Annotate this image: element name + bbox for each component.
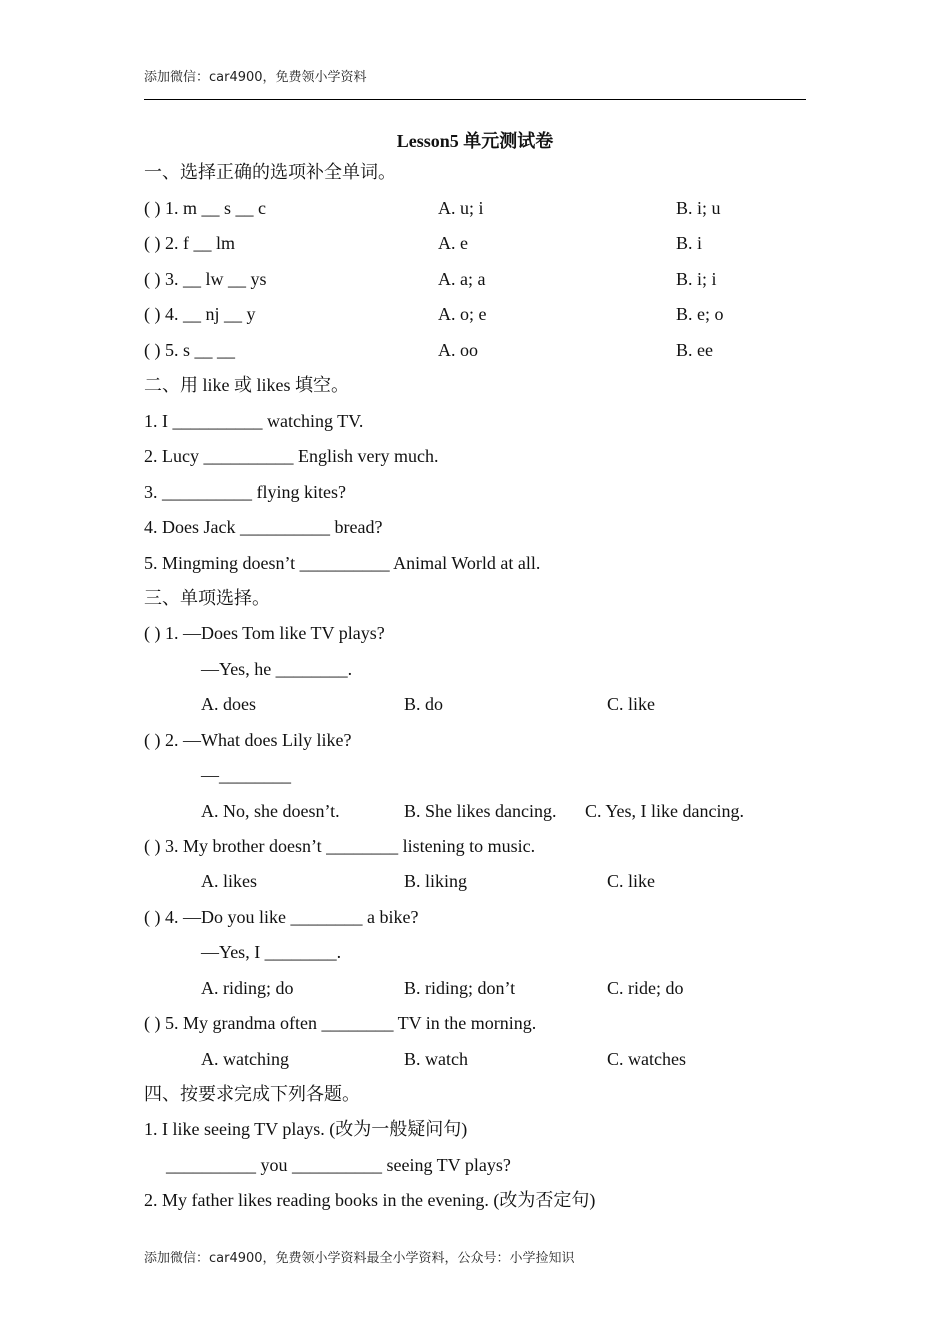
s3-q4: ( ) 4. —Do you like ________ a bike? <box>144 907 419 927</box>
s1-q1-option-b: B. i; u <box>676 198 721 218</box>
s3-q2-answer: —________ <box>201 765 291 785</box>
s3-q2: ( ) 2. —What does Lily like? <box>144 730 352 750</box>
s1-q2-option-a: A. e <box>438 233 468 253</box>
section2-heading: 二、用 like 或 likes 填空。 <box>144 375 349 395</box>
s1-q5-option-b: B. ee <box>676 340 713 360</box>
s3-q4-option-c: C. ride; do <box>607 978 684 998</box>
s2-q3: 3. __________ flying kites? <box>144 482 346 502</box>
s1-q1: ( ) 1. m __ s __ c <box>144 198 266 218</box>
s3-q1: ( ) 1. —Does Tom like TV plays? <box>144 623 385 643</box>
s1-q2-option-b: B. i <box>676 233 703 253</box>
s2-q4: 4. Does Jack __________ bread? <box>144 517 383 537</box>
section4-heading: 四、按要求完成下列各题。 <box>144 1084 360 1104</box>
header-rule <box>144 99 806 100</box>
s1-q5-option-a: A. oo <box>438 340 478 360</box>
section1-heading: 一、选择正确的选项补全单词。 <box>144 162 396 182</box>
s1-q3-option-a: A. a; a <box>438 269 486 289</box>
s3-q2-option-c: C. Yes, I like dancing. <box>585 801 744 821</box>
s1-q4: ( ) 4. __ nj __ y <box>144 304 256 324</box>
s3-q1-option-b: B. do <box>404 694 444 714</box>
s3-q4-answer: —Yes, I ________. <box>201 942 342 962</box>
s2-q1: 1. I __________ watching TV. <box>144 411 364 431</box>
s1-q4-option-a: A. o; e <box>438 304 487 324</box>
page-title: Lesson5 单元测试卷 <box>396 131 554 151</box>
s3-q4-option-a: A. riding; do <box>201 978 294 998</box>
s3-q3: ( ) 3. My brother doesn’t ________ listening to music. <box>144 836 536 856</box>
s3-q5-option-a: A. watching <box>201 1049 289 1069</box>
s4-q2: 2. My father likes reading books in the evening. (改为否定句) <box>144 1190 596 1210</box>
s3-q5-option-b: B. watch <box>404 1049 468 1069</box>
s3-q5-option-c: C. watches <box>607 1049 686 1069</box>
s3-q3-option-a: A. likes <box>201 871 257 891</box>
s2-q2: 2. Lucy __________ English very much. <box>144 446 439 466</box>
s1-q5: ( ) 5. s __ __ <box>144 340 235 360</box>
s1-q1-option-a: A. u; i <box>438 198 484 218</box>
page-header: 添加微信：car4900，免费领小学资料 <box>144 70 367 85</box>
s1-q4-option-b: B. e; o <box>676 304 724 324</box>
s1-q3: ( ) 3. __ lw __ ys <box>144 269 267 289</box>
s4-q1: 1. I like seeing TV plays. (改为一般疑问句) <box>144 1119 468 1139</box>
s3-q2-option-b: B. She likes dancing. <box>404 801 557 821</box>
s3-q1-option-c: C. like <box>607 694 655 714</box>
s3-q2-option-a: A. No, she doesn’t. <box>201 801 340 821</box>
s1-q2: ( ) 2. f __ lm <box>144 233 235 253</box>
s1-q3-option-b: B. i; i <box>676 269 717 289</box>
page-footer: 添加微信：car4900，免费领小学资料最全小学资料，公众号：小学捡知识 <box>144 1251 575 1266</box>
s3-q1-answer: —Yes, he ________. <box>201 659 353 679</box>
s4-q1-blank: __________ you __________ seeing TV plays? <box>166 1155 511 1175</box>
s3-q3-option-c: C. like <box>607 871 655 891</box>
s2-q5: 5. Mingming doesn’t __________ Animal World at all. <box>144 553 541 573</box>
section3-heading: 三、单项选择。 <box>144 588 270 608</box>
s3-q4-option-b: B. riding; don’t <box>404 978 516 998</box>
s3-q5: ( ) 5. My grandma often ________ TV in the morning. <box>144 1013 537 1033</box>
s3-q1-option-a: A. does <box>201 694 256 714</box>
s3-q3-option-b: B. liking <box>404 871 468 891</box>
